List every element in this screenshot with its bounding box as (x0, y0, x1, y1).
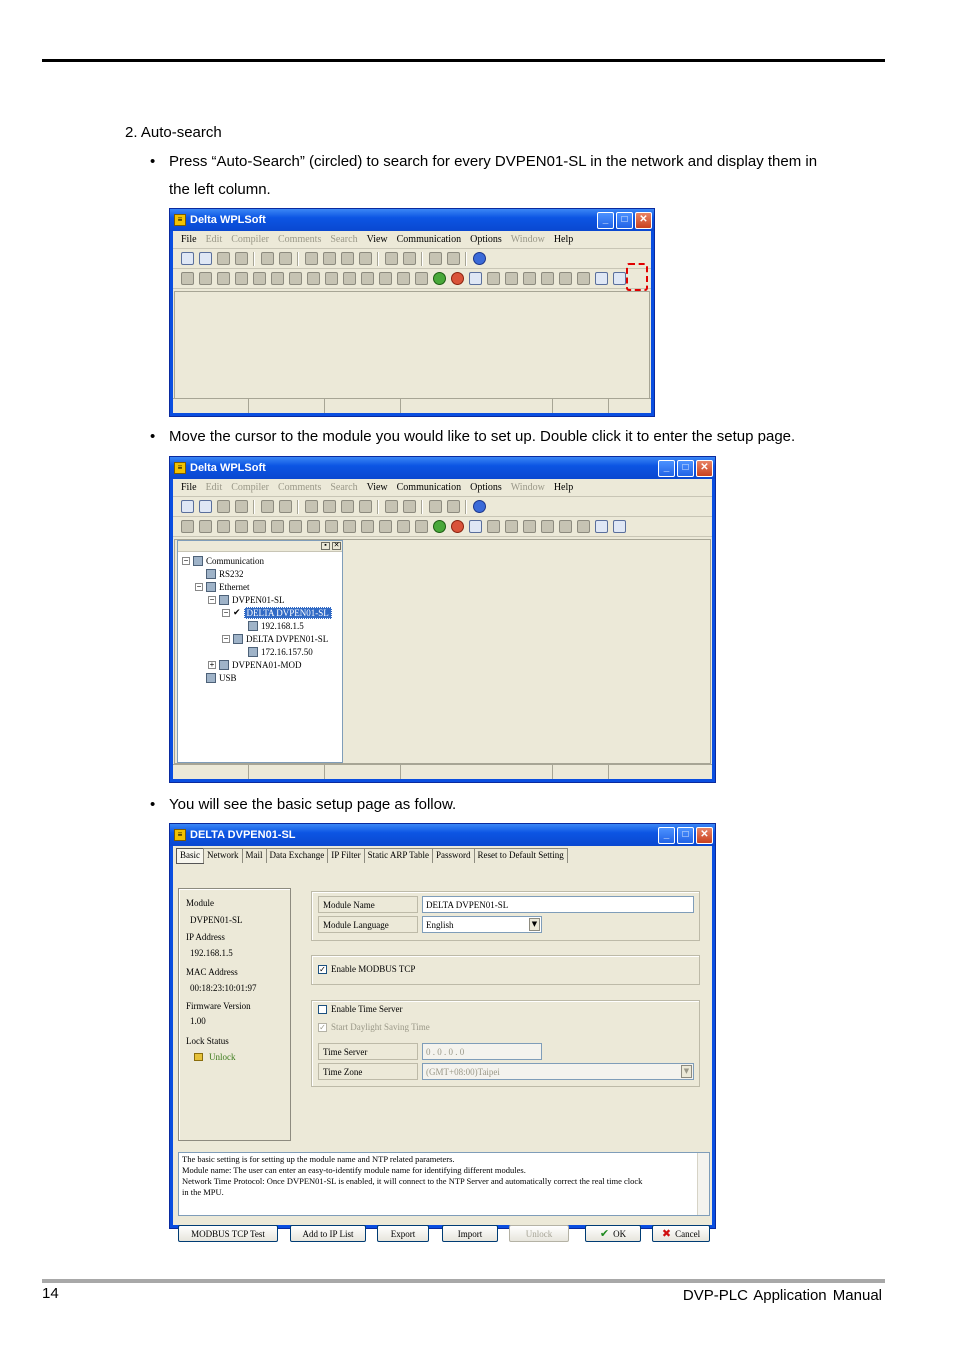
title-bar (170, 209, 654, 231)
toolbar-icon[interactable] (181, 272, 194, 285)
toolbar-icon[interactable] (541, 520, 554, 533)
toolbar-icon[interactable] (415, 520, 428, 533)
tree-item-ip-172[interactable]: 172.16.157.50 (248, 646, 313, 658)
pane-dock-icon[interactable]: ▪ (321, 542, 330, 550)
toolbar-icon[interactable] (279, 500, 292, 513)
communication-setting-icon[interactable] (595, 272, 608, 285)
module-icon (219, 595, 229, 605)
menu-view[interactable]: View (366, 482, 388, 493)
header-rule (42, 59, 885, 62)
open-file-icon[interactable] (199, 252, 212, 265)
tab-password[interactable]: Password (432, 848, 475, 863)
maximize-button[interactable]: □ (677, 827, 694, 844)
collapse-icon[interactable]: − (223, 634, 229, 643)
menu-help[interactable]: Help (553, 482, 574, 493)
usb-icon (206, 673, 216, 683)
serial-port-icon (206, 569, 216, 579)
network-icon (206, 582, 216, 592)
window-client (173, 479, 712, 779)
save-icon[interactable] (217, 252, 230, 265)
menu-bar (173, 231, 651, 249)
paste-icon[interactable] (341, 500, 354, 513)
daylight-saving-row[interactable] (318, 1022, 430, 1032)
maximize-button[interactable]: □ (616, 212, 633, 229)
module-icon (233, 634, 243, 644)
toolbar-icon[interactable] (235, 272, 248, 285)
tree-item-rs232[interactable]: RS232 (206, 568, 244, 580)
save-icon[interactable] (217, 500, 230, 513)
toolbar-icon[interactable] (505, 520, 518, 533)
tree-item-dvpen01-sl[interactable]: − DVPEN01-SL (209, 595, 285, 605)
manual-title: DVP-PLC Application Manual (682, 1287, 882, 1304)
dropdown-arrow-icon[interactable]: ▼ (681, 1065, 692, 1078)
module-value: DVPEN01-SL (190, 915, 243, 925)
open-file-icon[interactable] (199, 500, 212, 513)
bullet-text-cont: the left column. (169, 181, 271, 198)
cancel-x-icon: ✖ (661, 1227, 672, 1240)
bullet-text: Press “Auto-Search” (circled) to search for every DVPEN01-SL in the network and display them in (169, 153, 818, 170)
standard-toolbar (173, 497, 712, 517)
bullet-glyph: • (150, 428, 156, 445)
enable-time-server-checkbox[interactable] (318, 1005, 327, 1014)
bullet-glyph: • (150, 153, 156, 170)
plc-toolbar (173, 517, 712, 537)
toolbar-icon[interactable] (541, 272, 554, 285)
modbus-tcp-test-button[interactable]: MODBUS TCP Test (178, 1225, 278, 1242)
run-icon[interactable] (433, 272, 446, 285)
enable-time-server-row[interactable] (318, 1004, 403, 1014)
toolbar-icon[interactable] (289, 520, 302, 533)
menu-search[interactable]: Search (330, 482, 358, 493)
computer-icon (193, 556, 203, 566)
lock-status-value: Unlock (194, 1052, 236, 1062)
description-line: Module name: The user can enter an easy-to-identify module name for identifying different modules. (182, 1165, 526, 1175)
unlock-icon (194, 1053, 203, 1061)
export-button[interactable]: Export (377, 1225, 429, 1242)
add-to-ip-list-button[interactable]: Add to IP List (290, 1225, 366, 1242)
minimize-button[interactable]: _ (658, 460, 675, 477)
monitor-icon[interactable] (469, 520, 482, 533)
print-icon[interactable] (235, 252, 248, 265)
toolbar-icon[interactable] (253, 520, 266, 533)
collapse-icon[interactable]: − (183, 556, 189, 565)
toolbar-icon[interactable] (379, 272, 392, 285)
toolbar-icon[interactable] (199, 272, 212, 285)
time-zone-label: Time Zone (318, 1063, 418, 1080)
menu-communication[interactable]: Communication (396, 234, 462, 245)
communication-setting-icon[interactable] (595, 520, 608, 533)
window-title: Delta WPLSoft (190, 462, 266, 474)
description-line: in the MPU. (182, 1187, 224, 1197)
ip-address-value: 192.168.1.5 (190, 948, 233, 958)
description-line: Network Time Protocol: Once DVPEN01-SL is enabled, it will connect to the NTP Server and automatically correct the real time clock (182, 1176, 643, 1186)
tree-item-communication[interactable]: − Communication (183, 556, 264, 566)
cancel-button[interactable]: ✖ Cancel (652, 1225, 710, 1242)
menu-compiler[interactable]: Compiler (231, 482, 270, 493)
app-icon: ≡ (174, 829, 186, 841)
monitor-icon[interactable] (469, 272, 482, 285)
module-info-pane (178, 888, 291, 1141)
title-bar (170, 457, 715, 479)
toolbar-icon[interactable] (487, 272, 500, 285)
maximize-button[interactable]: □ (677, 460, 694, 477)
menu-file[interactable]: File (181, 234, 197, 245)
zoom-out-icon[interactable] (447, 252, 460, 265)
description-scrollbar[interactable] (697, 1153, 709, 1215)
toolbar-icon[interactable] (181, 520, 194, 533)
menu-comments[interactable]: Comments (278, 482, 322, 493)
menu-options[interactable]: Options (470, 234, 502, 245)
window-title: Delta WPLSoft (190, 214, 266, 226)
auto-search-icon[interactable] (613, 520, 626, 533)
module-name-label: Module Name (318, 896, 418, 913)
module-language-select[interactable]: English ▼ (422, 916, 542, 933)
time-server-input[interactable]: 0 . 0 . 0 . 0 (422, 1043, 542, 1060)
ok-check-icon: ✔ (599, 1227, 610, 1240)
copy-icon[interactable] (323, 252, 336, 265)
wplsoft-window-1 (169, 208, 655, 417)
module-name-input[interactable]: DELTA DVPEN01-SL (422, 896, 694, 913)
find-icon[interactable] (403, 500, 416, 513)
workspace (174, 539, 711, 764)
collapse-icon[interactable]: − (223, 608, 229, 617)
menu-communication[interactable]: Communication (396, 482, 462, 493)
toolbar-icon[interactable] (217, 272, 230, 285)
close-button[interactable]: ✕ (696, 827, 713, 844)
stop-icon[interactable] (451, 520, 464, 533)
window-title: DELTA DVPEN01-SL (190, 829, 296, 841)
toolbar-icon[interactable] (559, 272, 572, 285)
menu-edit[interactable]: Edit (205, 482, 223, 493)
toolbar-icon[interactable] (307, 272, 320, 285)
module-icon (248, 647, 258, 657)
tree-item-dvpena01-mod[interactable]: + DVPENA01-MOD (209, 660, 302, 670)
tree-item-ethernet[interactable]: − Ethernet (196, 582, 250, 592)
time-server-label: Time Server (318, 1043, 418, 1060)
toolbar-icon[interactable] (343, 272, 356, 285)
module-icon (219, 660, 229, 670)
toolbar-icon[interactable] (325, 272, 338, 285)
wplsoft-app-icon: ≡ (174, 462, 186, 474)
firmware-version-value: 1.00 (190, 1016, 206, 1026)
auto-search-icon[interactable] (613, 272, 626, 285)
tab-basic[interactable]: Basic (176, 848, 204, 864)
enable-modbus-row[interactable] (318, 964, 415, 974)
tab-static-arp[interactable]: Static ARP Table (364, 848, 433, 863)
wplsoft-app-icon: ≡ (174, 214, 186, 226)
mac-address-label: MAC Address (186, 967, 238, 977)
menu-search[interactable]: Search (330, 234, 358, 245)
check-icon: ✔ (233, 608, 241, 618)
toolbar-icon[interactable] (271, 272, 284, 285)
close-button[interactable]: ✕ (696, 460, 713, 477)
copy-icon[interactable] (323, 500, 336, 513)
tree-item-ip-192[interactable]: 192.168.1.5 (248, 620, 304, 632)
footer-rule (42, 1279, 885, 1283)
toolbar-icon[interactable] (261, 252, 274, 265)
zoom-in-icon[interactable] (429, 500, 442, 513)
toolbar-icon[interactable] (379, 520, 392, 533)
stop-icon[interactable] (451, 272, 464, 285)
module-name-row (318, 896, 694, 913)
menu-bar (173, 479, 712, 497)
tree-pane-header (178, 541, 342, 552)
toolbar-icon[interactable] (361, 272, 374, 285)
toolbar-icon[interactable] (235, 520, 248, 533)
description-line: The basic setting is for setting up the module name and NTP related parameters. (182, 1154, 455, 1164)
find-icon[interactable] (403, 252, 416, 265)
print-icon[interactable] (235, 500, 248, 513)
section-title: 2. Auto-search (125, 124, 222, 141)
toolbar-icon[interactable] (577, 272, 590, 285)
title-bar (170, 824, 715, 846)
cut-icon[interactable] (305, 252, 318, 265)
help-icon[interactable] (473, 252, 486, 265)
menu-options[interactable]: Options (470, 482, 502, 493)
new-file-icon[interactable] (181, 500, 194, 513)
toolbar-icon[interactable] (359, 252, 372, 265)
bullet-text: You will see the basic setup page as follow. (169, 796, 457, 813)
toolbar-icon[interactable] (199, 520, 212, 533)
mac-address-value: 00:18:23:10:01:97 (190, 983, 257, 993)
close-button[interactable]: ✕ (635, 212, 652, 229)
workspace (174, 291, 650, 399)
collapse-icon[interactable]: − (209, 595, 215, 604)
window-client (173, 846, 712, 1240)
bullet-glyph: • (150, 796, 156, 813)
menu-edit[interactable]: Edit (205, 234, 223, 245)
expand-icon[interactable]: + (209, 660, 215, 669)
menu-window[interactable]: Window (510, 482, 545, 493)
description-box (178, 1152, 710, 1216)
undo-icon[interactable] (385, 500, 398, 513)
toolbar-icon[interactable] (397, 520, 410, 533)
toolbar-icon[interactable] (343, 520, 356, 533)
new-file-icon[interactable] (181, 252, 194, 265)
toolbar-icon[interactable] (559, 520, 572, 533)
zoom-out-icon[interactable] (447, 500, 460, 513)
toolbar-icon[interactable] (577, 520, 590, 533)
toolbar-icon[interactable] (279, 252, 292, 265)
tab-bar (176, 848, 567, 864)
toolbar-icon[interactable] (289, 272, 302, 285)
tab-ip-filter[interactable]: IP Filter (327, 848, 364, 863)
standard-toolbar (173, 249, 651, 269)
unlock-button[interactable]: Unlock (509, 1225, 569, 1242)
time-zone-select[interactable]: (GMT+08:00)Taipei ▼ (422, 1063, 694, 1080)
time-server-row (318, 1043, 542, 1060)
lock-status-label: Lock Status (186, 1036, 229, 1046)
import-button[interactable]: Import (442, 1225, 498, 1242)
toolbar-icon[interactable] (415, 272, 428, 285)
wplsoft-window-2 (169, 456, 716, 783)
pane-close-icon[interactable]: ✕ (333, 542, 340, 549)
dropdown-arrow-icon[interactable]: ▼ (529, 918, 540, 931)
bullet-select-module (150, 423, 880, 451)
enable-time-server-label: Enable Time Server (331, 1004, 403, 1014)
cut-icon[interactable] (305, 500, 318, 513)
toolbar-icon[interactable] (253, 272, 266, 285)
menu-window[interactable]: Window (510, 234, 545, 245)
dvpen01-setup-window (169, 823, 716, 1240)
page-number: 14 (42, 1285, 59, 1302)
collapse-icon[interactable]: − (196, 582, 202, 591)
ip-address-label: IP Address (186, 932, 225, 942)
status-bar (173, 398, 651, 413)
tab-network[interactable]: Network (203, 848, 243, 863)
bullet-basic-setup (150, 791, 880, 819)
toolbar-icon[interactable] (361, 520, 374, 533)
toolbar-icon[interactable] (271, 520, 284, 533)
tree-item-usb[interactable]: USB (206, 672, 237, 684)
tree-item-delta-dvpen01-sl-2[interactable]: − DELTA DVPEN01-SL (223, 634, 329, 644)
toolbar-icon[interactable] (523, 520, 536, 533)
minimize-button[interactable]: _ (597, 212, 614, 229)
tab-data-exchange[interactable]: Data Exchange (266, 848, 329, 863)
undo-icon[interactable] (385, 252, 398, 265)
toolbar-icon[interactable] (487, 520, 500, 533)
toolbar-icon[interactable] (261, 500, 274, 513)
toolbar-icon[interactable] (505, 272, 518, 285)
firmware-version-label: Firmware Version (186, 1001, 251, 1011)
menu-compiler[interactable]: Compiler (231, 234, 270, 245)
toolbar-icon[interactable] (523, 272, 536, 285)
toolbar-icon[interactable] (217, 520, 230, 533)
zoom-in-icon[interactable] (429, 252, 442, 265)
paste-icon[interactable] (341, 252, 354, 265)
enable-modbus-label: Enable MODBUS TCP (331, 964, 416, 974)
plc-toolbar (173, 269, 651, 289)
menu-file[interactable]: File (181, 482, 197, 493)
time-zone-row (318, 1063, 694, 1080)
daylight-saving-checkbox[interactable]: ✓ (319, 1022, 326, 1032)
help-icon[interactable] (473, 500, 486, 513)
toolbar-icon[interactable] (307, 520, 320, 533)
communication-tree-pane (177, 540, 343, 763)
bullet-text: Move the cursor to the module you would like to set up. Double click it to enter the setup page. (169, 428, 796, 445)
status-bar (173, 764, 712, 779)
tree-item-delta-dvpen01-sl-selected[interactable]: − ✔ DELTA DVPEN01-SL (222, 607, 332, 619)
bullet-auto-search (150, 148, 880, 204)
toolbar-icon[interactable] (397, 272, 410, 285)
window-client (173, 231, 651, 413)
run-icon[interactable] (433, 520, 446, 533)
enable-modbus-checkbox[interactable]: ✓ (319, 964, 326, 974)
module-icon (248, 621, 258, 631)
toolbar-icon[interactable] (325, 520, 338, 533)
minimize-button[interactable]: _ (658, 827, 675, 844)
tab-reset-default[interactable]: Reset to Default Setting (474, 848, 568, 863)
module-language-label: Module Language (318, 916, 418, 933)
module-language-row (318, 916, 542, 933)
module-label: Module (186, 898, 214, 908)
menu-comments[interactable]: Comments (278, 234, 322, 245)
tab-mail[interactable]: Mail (242, 848, 267, 863)
menu-view[interactable]: View (366, 234, 388, 245)
daylight-saving-label: Start Daylight Saving Time (331, 1022, 430, 1032)
ok-button[interactable]: ✔ OK (585, 1225, 641, 1242)
auto-search-highlight (626, 263, 648, 291)
toolbar-icon[interactable] (359, 500, 372, 513)
menu-help[interactable]: Help (553, 234, 574, 245)
